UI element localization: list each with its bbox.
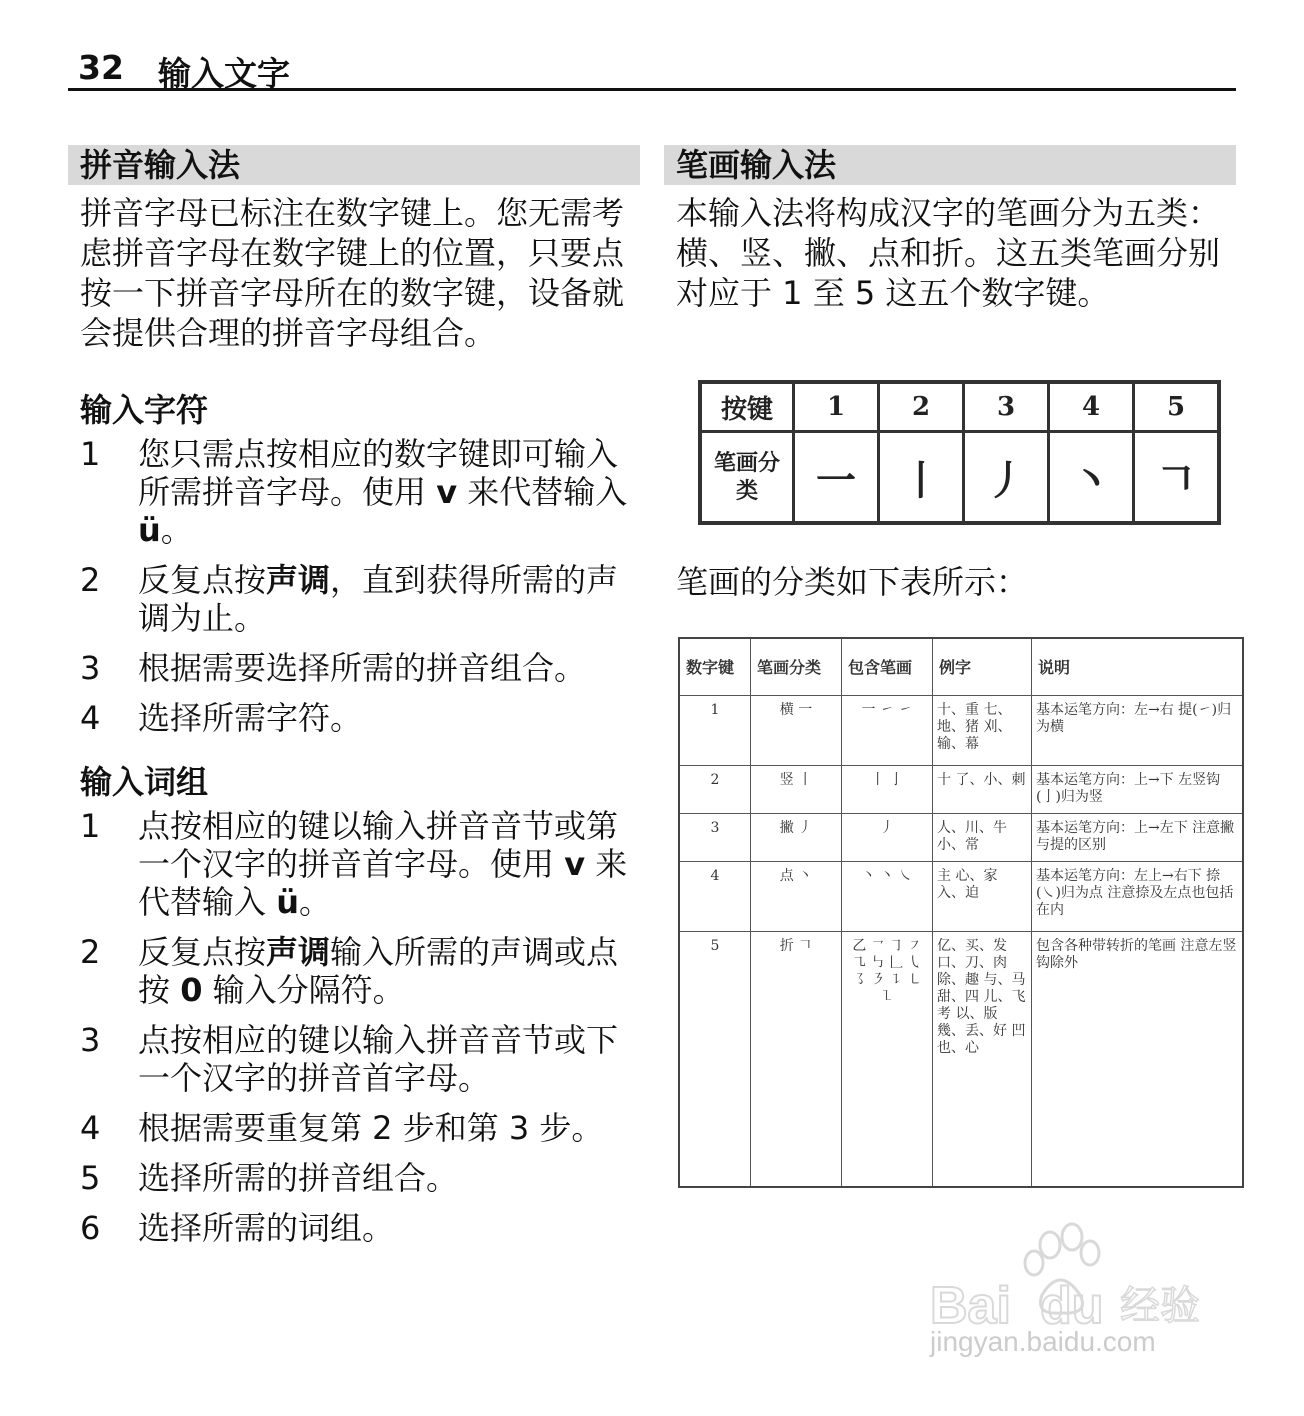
step-number: 6 — [80, 1209, 101, 1247]
step-text: 来代替输入 — [138, 845, 628, 921]
svg-text:du: du — [1040, 1277, 1104, 1335]
table-cell: 一 ㇀ ㇀ — [842, 696, 933, 766]
step-text: 。 — [298, 883, 331, 921]
table-cell: 5 — [679, 932, 751, 1187]
pinyin-section — [68, 145, 640, 1259]
table-cell: 4 — [679, 862, 751, 932]
step-number: 3 — [80, 649, 101, 687]
table-cell: 基本运笔方向：左上→右下 捺(㇏)归为点 注意捺及左点也包括在内 — [1032, 862, 1244, 932]
step-text: 根据需要选择所需的拼音组合。 — [138, 649, 587, 687]
step-number: 4 — [80, 1109, 101, 1147]
step-text: 反复点按 — [138, 933, 267, 971]
key-u-umlaut: ü — [138, 511, 161, 549]
column-header: 笔画分类 — [751, 638, 842, 696]
list-item — [68, 933, 640, 1009]
table-cell: 丿 — [964, 432, 1049, 524]
list-item — [68, 1209, 640, 1247]
table-cell: 2 — [679, 766, 751, 814]
key-tone: 声调 — [266, 933, 331, 971]
table-cell: 丨 — [879, 432, 964, 524]
list-item — [68, 561, 640, 637]
step-number: 2 — [80, 561, 101, 599]
step-text: 。 — [160, 511, 193, 549]
column-header: 包含笔画 — [842, 638, 933, 696]
step-text: 选择所需的拼音组合。 — [138, 1159, 459, 1197]
table-cell: 亿、买、发 口、刀、肉 除、趣 与、马 甜、四 儿、飞 考 以、版 幾、丢、好 凹 也、心 — [933, 932, 1032, 1187]
step-number: 1 — [80, 807, 101, 845]
column-header: 数字键 — [679, 638, 751, 696]
column-header: 说明 — [1032, 638, 1244, 696]
table-row — [679, 862, 1243, 932]
step-text: ，直到获得所需的声调为止。 — [138, 561, 619, 637]
list-item — [68, 435, 640, 549]
table-cell: 1 — [679, 696, 751, 766]
svg-text:经验: 经验 — [1120, 1283, 1200, 1329]
table-cell: 竖 丨 — [751, 766, 842, 814]
step-text: 根据需要重复第 2 步和第 3 步。 — [138, 1109, 604, 1147]
key-tone: 声调 — [266, 561, 331, 599]
stroke-heading: 笔画输入法 — [664, 145, 1236, 185]
column-header: 例字 — [933, 638, 1032, 696]
table-cell: 撇 丿 — [751, 814, 842, 862]
chapter-title: 输入文字 — [158, 54, 290, 93]
table-cell: 4 — [1049, 382, 1134, 432]
stroke-intro: 本输入法将构成汉字的笔画分为五类：横、竖、撇、点和折。这五类笔画分别对应于 1 至 5 这五个数字键。 — [676, 194, 1221, 312]
step-text: 选择所需字符。 — [138, 699, 363, 737]
page-header — [68, 44, 1236, 91]
pinyin-intro: 拼音字母已标注在数字键上。您无需考虑拼音字母在数字键上的位置，只要点按一下拼音字母所在的数字键，设备就会提供合理的拼音字母组合。 — [80, 194, 625, 352]
step-number: 5 — [80, 1159, 101, 1197]
key-zero: 0 — [180, 971, 203, 1009]
table-cell: 基本运笔方向：上→下 左竖钩(亅)归为竖 — [1032, 766, 1244, 814]
table-cell: 一 — [794, 432, 879, 524]
table-row — [679, 696, 1243, 766]
list-item — [68, 699, 640, 737]
step-number: 4 — [80, 699, 101, 737]
table-cell: 基本运笔方向：左→右 提(㇀)归为横 — [1032, 696, 1244, 766]
table-cell: 丿 — [842, 814, 933, 862]
list-item — [68, 649, 640, 687]
table-cell: 包含各种带转折的笔画 注意左竖钩除外 — [1032, 932, 1244, 1187]
step-text: 来代替输入 — [457, 473, 628, 511]
table-cell: 主 心、家 入、迫 — [933, 862, 1032, 932]
table-cell: 十、重 七、地、猪 刈、输、幕 — [933, 696, 1032, 766]
page-number: 32 — [78, 48, 124, 87]
step-number: 3 — [80, 1021, 101, 1059]
class-table-caption: 笔画的分类如下表所示： — [676, 563, 1029, 601]
stroke-class-table — [678, 637, 1244, 1188]
list-item — [68, 807, 640, 921]
input-phrase-heading: 输入词组 — [80, 763, 209, 801]
table-cell: 基本运笔方向：上→左下 注意撇与提的区别 — [1032, 814, 1244, 862]
list-item — [68, 1109, 640, 1147]
table-cell: 5 — [1134, 382, 1220, 432]
key-v: v — [564, 845, 586, 883]
input-char-heading: 输入字符 — [80, 391, 209, 429]
table-cell: 丶 — [1049, 432, 1134, 524]
key-u-umlaut: ü — [276, 883, 299, 921]
step-text: 您只需点按相应的数字键即可输入所需拼音字母。使用 — [138, 435, 619, 511]
table-row — [679, 766, 1243, 814]
step-text: 选择所需的词组。 — [138, 1209, 395, 1247]
table-row — [679, 814, 1243, 862]
pinyin-heading: 拼音输入法 — [68, 145, 640, 185]
table-cell: 3 — [679, 814, 751, 862]
table-cell: 𠃍 — [1134, 432, 1220, 524]
step-number: 2 — [80, 933, 101, 971]
table-cell: 丨 亅 — [842, 766, 933, 814]
watermark-url: jingyan.baidu.com — [930, 1326, 1156, 1357]
table-row — [679, 932, 1243, 1187]
step-text: 反复点按 — [138, 561, 267, 599]
step-text: 输入分隔符。 — [202, 971, 405, 1009]
table-cell: 横 一 — [751, 696, 842, 766]
table-cell: 笔画分类 — [700, 432, 794, 524]
table-cell: 人、川、牛 小、常 — [933, 814, 1032, 862]
table-cell: 按键 — [700, 382, 794, 432]
key-v: v — [436, 473, 458, 511]
stroke-section — [664, 145, 1236, 313]
list-item — [68, 1021, 640, 1097]
step-text: 输入所需的声调或点按 — [138, 933, 619, 1009]
table-cell: 3 — [964, 382, 1049, 432]
table-cell: 折 𠃍 — [751, 932, 842, 1187]
step-number: 1 — [80, 435, 101, 473]
table-cell: 2 — [879, 382, 964, 432]
table-cell: 点 丶 — [751, 862, 842, 932]
table-cell: 十 了、小、刺 — [933, 766, 1032, 814]
table-header-row — [679, 638, 1243, 696]
table-cell: 丶 丶 ㇏ — [842, 862, 933, 932]
char-steps — [68, 435, 640, 737]
table-cell: 1 — [794, 382, 879, 432]
list-item — [68, 1159, 640, 1197]
step-text: 点按相应的键以输入拼音音节或第一个汉字的拼音首字母。使用 — [138, 807, 619, 883]
stroke-key-table — [698, 380, 1221, 525]
table-cell: 乙 ㇖ ㇆ ㇇ ㇈ ㇉ 𠃊 ㇂ ㇌ ㇋ ㇊ ㇄ ㇅ — [842, 932, 933, 1187]
svg-text:Bai: Bai — [930, 1277, 1011, 1335]
step-text: 点按相应的键以输入拼音音节或下一个汉字的拼音首字母。 — [138, 1021, 619, 1097]
phrase-steps — [68, 807, 640, 1247]
